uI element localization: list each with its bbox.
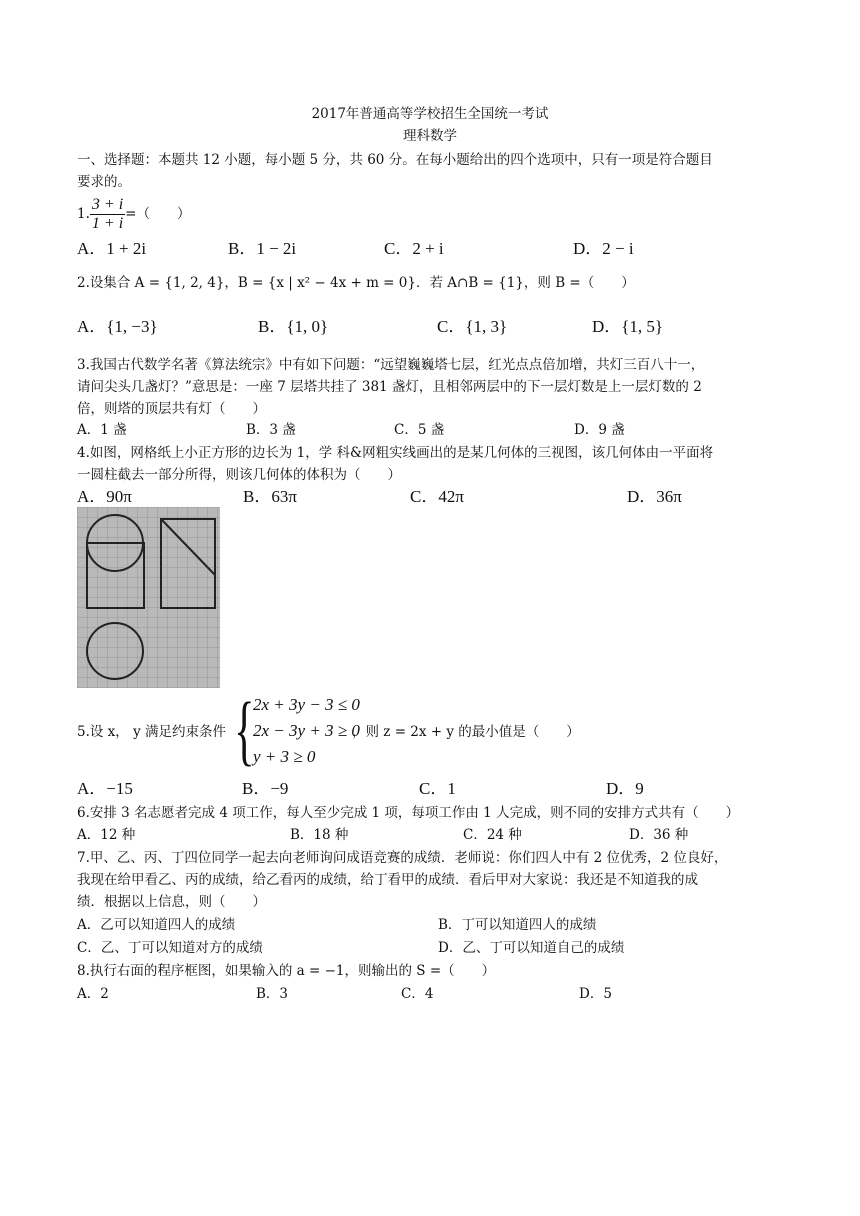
q5-option-c: C．1 <box>419 779 456 798</box>
q1-option-d: D．2 − i <box>573 239 634 258</box>
q1-option-b: B．1 − 2i <box>228 239 297 258</box>
grid-paper <box>77 507 220 688</box>
q3-option-a: A．1 盏 <box>77 422 127 438</box>
q6-option-b: B．18 种 <box>290 827 349 843</box>
constraint-3: y + 3 ≥ 0 <box>253 747 316 766</box>
question-3-line1: 3.我国古代数学名著《算法统宗》中有如下问题：“远望巍巍塔七层，红光点点倍加增，共灯三百八十一， <box>77 357 705 373</box>
q3-option-d: D．9 盏 <box>574 422 625 438</box>
q5-option-d: D．9 <box>606 779 644 798</box>
q4-option-a: A．90π <box>77 487 132 506</box>
exam-title: 2017年普通高等学校招生全国统一考试 <box>311 106 549 122</box>
q2-option-a: A．{1, −3} <box>77 317 158 336</box>
q7-option-d: D．乙、丁可以知道自己的成绩 <box>438 940 625 956</box>
q8-option-a: A．2 <box>77 986 109 1002</box>
q6-option-a: A．12 种 <box>77 827 136 843</box>
q4-option-b: B．63π <box>243 487 297 506</box>
three-view-drawing <box>77 507 220 688</box>
three-view-figure <box>77 507 220 688</box>
q4-option-c: C．42π <box>410 487 464 506</box>
q2-option-b: B．{1, 0} <box>258 317 329 336</box>
fraction-denominator: 1 + i <box>91 215 124 232</box>
q6-option-d: D．36 种 <box>629 827 689 843</box>
section-instructions-line2: 要求的。 <box>77 174 131 190</box>
question-1-tail: =（ ） <box>125 206 191 222</box>
q3-option-c: C．5 盏 <box>394 422 445 438</box>
q2-option-c: C．{1, 3} <box>437 317 508 336</box>
q3-option-b: B．3 盏 <box>246 422 296 438</box>
question-3-line2: 请问尖头几盏灯？”意思是：一座 7 层塔共挂了 381 盏灯，且相邻两层中的下一层灯数是上一层灯数的 2 <box>77 379 702 395</box>
constraint-1: 2x + 3y − 3 ≤ 0 <box>253 695 360 714</box>
question-6: 6.安排 3 名志愿者完成 4 项工作，每人至少完成 1 项，每项工作由 1 人完成，则不同的安排方式共有（ ） <box>77 805 740 821</box>
q8-option-c: C．4 <box>401 986 434 1002</box>
q7-option-a: A．乙可以知道四人的成绩 <box>77 917 236 933</box>
question-5-suffix: ，则 z = 2x + y 的最小值是（ ） <box>352 724 580 740</box>
q7-option-c: C．乙、丁可以知道对方的成绩 <box>77 940 263 956</box>
section-instructions-line1: 一、选择题：本题共 12 小题，每小题 5 分，共 60 分。在每小题给出的四个选项中，只有一项是符合题目 <box>77 152 713 168</box>
question-1-fraction <box>90 196 125 233</box>
q1-option-a: A．1 + 2i <box>77 239 147 258</box>
question-2: 2.设集合 A = {1, 2, 4}，B = {x | x² − 4x + m = 0}．若 A∩B = {1}，则 B =（ ） <box>77 275 635 291</box>
question-8: 8.执行右面的程序框图，如果输入的 a = −1，则输出的 S =（ ） <box>77 963 496 979</box>
q4-option-d: D．36π <box>627 487 682 506</box>
question-1-number: 1. <box>77 206 90 222</box>
question-7-line1: 7.甲、乙、丙、丁四位同学一起去向老师询问成语竞赛的成绩．老师说：你们四人中有 2 位优秀，2 位良好， <box>77 850 728 866</box>
q1-option-c: C．2 + i <box>384 239 444 258</box>
constraint-2: 2x − 3y + 3 ≥ 0 <box>253 721 360 740</box>
question-5-prefix: 5.设 x， y 满足约束条件 <box>77 724 226 740</box>
question-7-line3: 绩．根据以上信息，则（ ） <box>77 894 266 910</box>
exam-subtitle: 理科数学 <box>403 128 457 144</box>
q2-option-d: D．{1, 5} <box>592 317 664 336</box>
question-4-line2: 一圆柱截去一部分所得，则该几何体的体积为（ ） <box>77 467 401 483</box>
question-7-line2: 我现在给甲看乙、丙的成绩，给乙看丙的成绩，给丁看甲的成绩．看后甲对大家说：我还是不知道我的成 <box>77 872 698 888</box>
constraint-brace: { <box>234 686 255 773</box>
q5-option-a: A．−15 <box>77 779 133 798</box>
q5-option-b: B．−9 <box>242 779 289 798</box>
question-1 <box>77 194 190 234</box>
q7-option-b: B．丁可以知道四人的成绩 <box>438 917 597 933</box>
fraction-numerator: 3 + i <box>91 196 124 213</box>
question-3-line3: 倍，则塔的顶层共有灯（ ） <box>77 401 266 417</box>
question-4-line1: 4.如图，网格纸上小正方形的边长为 1，学 科&网粗实线画出的是某几何体的三视图，该几何体由一平面将 <box>77 445 714 461</box>
q8-option-b: B．3 <box>256 986 289 1002</box>
q6-option-c: C．24 种 <box>463 827 522 843</box>
q8-option-d: D．5 <box>579 986 612 1002</box>
